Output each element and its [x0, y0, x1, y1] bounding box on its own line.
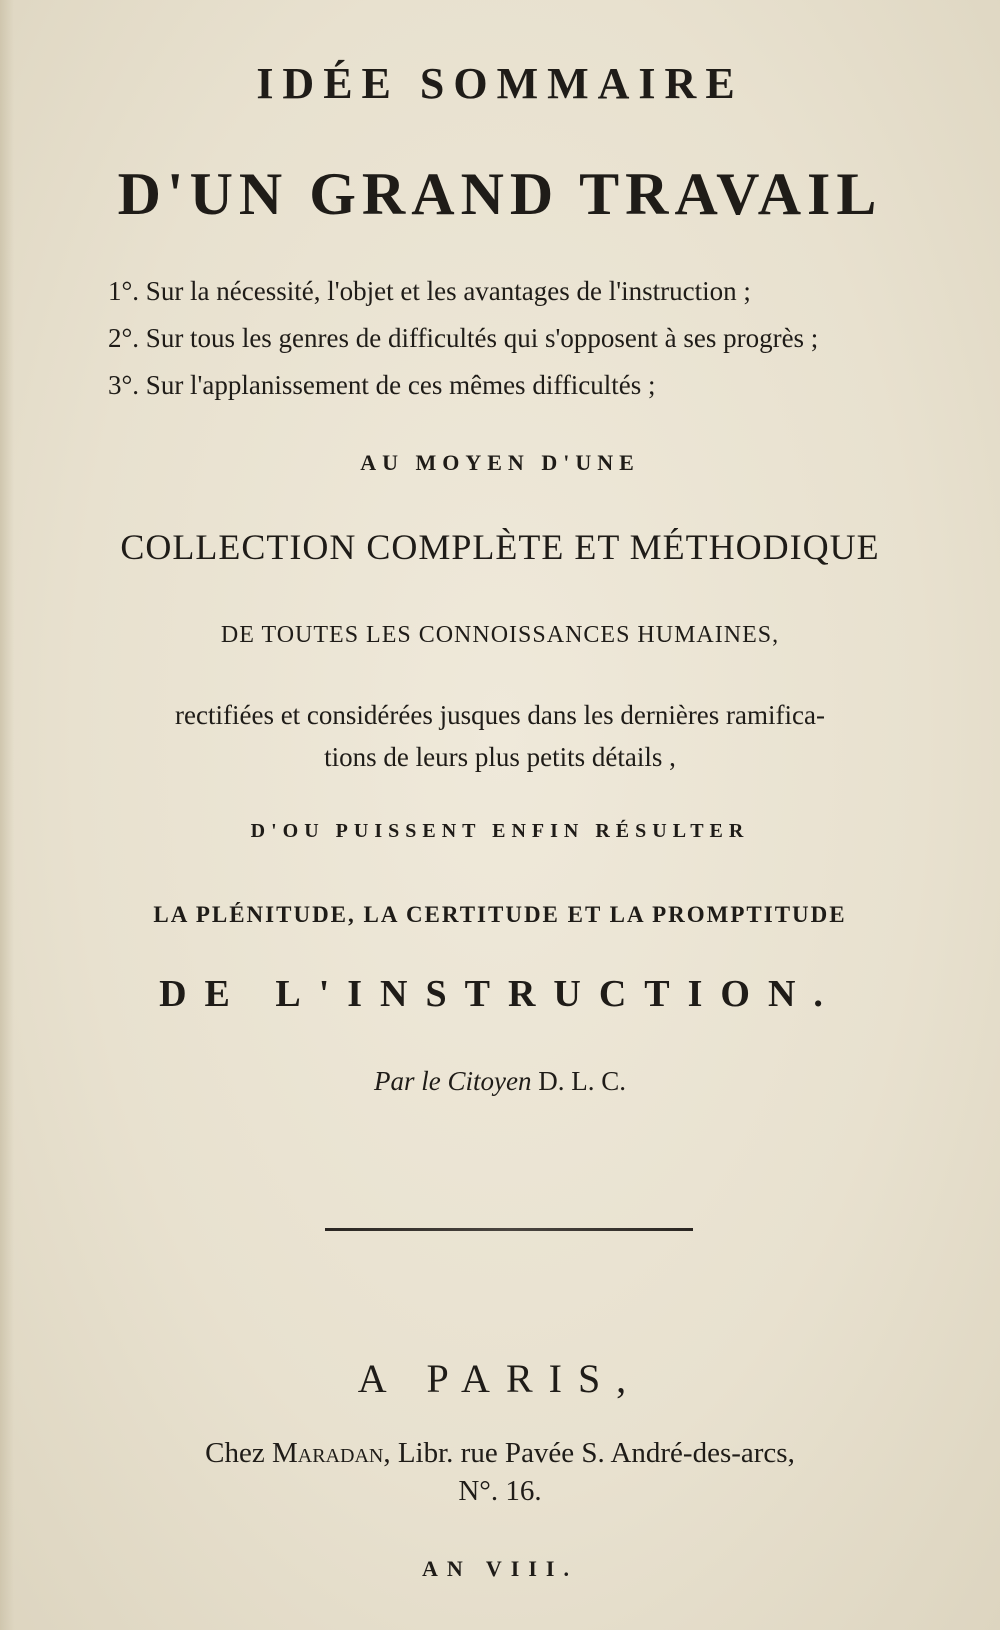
author-initials: D. L. C.: [538, 1066, 626, 1096]
imprint-publisher: Maradan: [271, 1437, 384, 1469]
imprint-city: A PARIS,: [357, 1356, 643, 1401]
imprint-number: N°. 16.: [458, 1475, 542, 1507]
imprint-publisher-line: [0, 1437, 1000, 1470]
imprint-chez: Chez: [205, 1437, 265, 1469]
collection-line: COLLECTION COMPLÈTE ET MÉTHODIQUE: [120, 527, 880, 567]
de-instruction-line: DE L'INSTRUCTION.: [159, 973, 841, 1015]
title-line-2: D'UN GRAND TRAVAIL: [117, 161, 883, 227]
author-prefix: Par le Citoyen: [374, 1066, 532, 1096]
dou-puissent-line: D'OU PUISSENT ENFIN RÉSULTER: [250, 820, 750, 842]
rectifiees-line-1: rectifiées et considérées jusques dans les dernières ramifica-: [175, 700, 825, 730]
plenitude-line: LA PLÉNITUDE, LA CERTITUDE ET LA PROMPTITUDE: [153, 902, 847, 927]
subject-item-3: 3°. Sur l'applanissement de ces mêmes difficultés ;: [108, 370, 656, 400]
connoissances-line: DE TOUTES LES CONNOISSANCES HUMAINES,: [220, 622, 780, 648]
imprint-year: AN VIII.: [422, 1556, 578, 1581]
author-line: [0, 1066, 1000, 1097]
imprint-address: , Libr. rue Pavée S. André-des-arcs,: [383, 1437, 795, 1469]
decorative-rule: [325, 1228, 693, 1231]
rectifiees-line-2: tions de leurs plus petits détails ,: [324, 742, 676, 772]
subject-item-1: 1°. Sur la nécessité, l'objet et les avantages de l'instruction ;: [108, 276, 751, 306]
au-moyen-line: AU MOYEN D'UNE: [360, 450, 640, 475]
title-line-1: IDÉE SOMMAIRE: [256, 59, 744, 108]
subject-item-2: 2°. Sur tous les genres de difficultés qui s'opposent à ses progrès ;: [108, 323, 819, 353]
